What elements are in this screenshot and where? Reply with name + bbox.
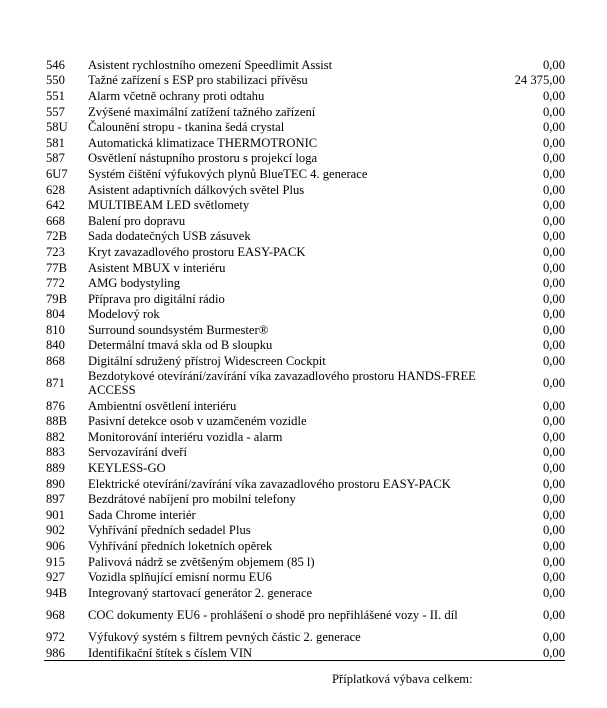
option-price: 0,00 bbox=[542, 120, 565, 135]
option-code: 772 bbox=[46, 276, 65, 291]
option-price: 0,00 bbox=[542, 182, 565, 197]
option-description: Balení pro dopravu bbox=[88, 213, 186, 228]
equipment-table bbox=[44, 57, 565, 661]
table-row bbox=[44, 57, 565, 73]
option-description: Palivová nádrž se zvětšeným objemem (85 l) bbox=[88, 554, 315, 569]
option-description: Bezdotykové otevírání/zavírání víka zavazadlového prostoru HANDS-FREE ACCESS bbox=[88, 369, 476, 398]
option-description: Integrovaný startovací generátor 2. generace bbox=[88, 585, 313, 600]
option-price: 0,00 bbox=[542, 213, 565, 228]
option-description: Sada Chrome interiér bbox=[88, 507, 196, 522]
table-row bbox=[44, 73, 565, 89]
table-row bbox=[44, 429, 565, 445]
total-label: Příplatková výbava celkem: bbox=[332, 672, 473, 686]
option-price: 0,00 bbox=[542, 492, 565, 507]
option-description: Modelový rok bbox=[88, 307, 160, 322]
equipment-table-body bbox=[44, 57, 565, 661]
option-code: 876 bbox=[46, 398, 65, 413]
option-price: 0,00 bbox=[542, 291, 565, 306]
option-description: Surround soundsystém Burmester® bbox=[88, 322, 269, 337]
option-code: 668 bbox=[46, 213, 65, 228]
option-description: Příprava pro digitální rádio bbox=[88, 291, 225, 306]
option-code: 557 bbox=[46, 104, 65, 119]
table-row bbox=[44, 538, 565, 554]
option-description: Vozidla splňující emisní normu EU6 bbox=[88, 570, 272, 585]
option-price: 0,00 bbox=[542, 198, 565, 213]
table-row bbox=[44, 151, 565, 167]
option-price: 0,00 bbox=[542, 476, 565, 491]
table-row bbox=[44, 630, 565, 646]
option-code: 890 bbox=[46, 476, 65, 491]
option-description: Čalounění stropu - tkanina šedá crystal bbox=[88, 120, 285, 135]
option-code: 642 bbox=[46, 198, 65, 213]
table-row bbox=[44, 445, 565, 461]
option-description: Osvětlení nástupního prostoru s projekcí loga bbox=[88, 151, 318, 166]
option-price: 0,00 bbox=[488, 645, 565, 661]
option-code: 871 bbox=[46, 376, 65, 391]
option-description: Identifikační štítek s číslem VIN bbox=[88, 645, 488, 661]
option-price: 0,00 bbox=[542, 229, 565, 244]
option-code: 94B bbox=[46, 585, 67, 600]
option-code: 77B bbox=[46, 260, 67, 275]
option-description: Determální tmavá skla od B sloupku bbox=[88, 338, 273, 353]
option-description: Elektrické otevírání/zavírání víka zavazadlového prostoru EASY-PACK bbox=[88, 476, 451, 491]
option-code: 587 bbox=[46, 151, 65, 166]
option-price: 0,00 bbox=[542, 429, 565, 444]
option-code: 79B bbox=[46, 291, 67, 306]
option-code: 628 bbox=[46, 182, 65, 197]
option-description: Ambientní osvětlení interiéru bbox=[88, 398, 237, 413]
option-code: 986 bbox=[44, 645, 88, 661]
table-row bbox=[44, 275, 565, 291]
option-code: 883 bbox=[46, 445, 65, 460]
option-price: 0,00 bbox=[542, 260, 565, 275]
option-description: Sada dodatečných USB zásuvek bbox=[88, 229, 251, 244]
option-code: 72B bbox=[46, 229, 67, 244]
option-description: Monitorování interiéru vozidla - alarm bbox=[88, 429, 283, 444]
option-price: 0,00 bbox=[542, 104, 565, 119]
option-description: COC dokumenty EU6 - prohlášení o shodě pro nepřihlášené vozy - II. díl bbox=[88, 608, 458, 623]
option-description: MULTIBEAM LED světlomety bbox=[88, 198, 250, 213]
option-code: 968 bbox=[46, 608, 65, 623]
table-row bbox=[44, 645, 565, 661]
option-description: Bezdrátové nabíjení pro mobilní telefony bbox=[88, 492, 296, 507]
table-row bbox=[44, 523, 565, 539]
option-price: 0,00 bbox=[542, 376, 565, 391]
option-price: 0,00 bbox=[542, 398, 565, 413]
option-code: 804 bbox=[46, 307, 65, 322]
table-row bbox=[44, 507, 565, 523]
option-code: 581 bbox=[46, 135, 65, 150]
option-price: 0,00 bbox=[542, 445, 565, 460]
option-price: 0,00 bbox=[542, 151, 565, 166]
option-code: 897 bbox=[46, 492, 65, 507]
option-price: 0,00 bbox=[542, 507, 565, 522]
option-description: Pasivní detekce osob v uzamčeném vozidle bbox=[88, 414, 307, 429]
option-price: 0,00 bbox=[542, 630, 565, 645]
option-price: 0,00 bbox=[542, 585, 565, 600]
option-price: 0,00 bbox=[542, 461, 565, 476]
option-code: 58U bbox=[46, 120, 68, 135]
option-description: AMG bodystyling bbox=[88, 276, 181, 291]
option-price: 0,00 bbox=[542, 135, 565, 150]
option-description: Zvýšené maximální zatížení tažného zařízení bbox=[88, 104, 316, 119]
option-description: Digitální sdružený přístroj Widescreen Cockpit bbox=[88, 354, 326, 369]
table-row bbox=[44, 601, 565, 630]
option-code: 6U7 bbox=[46, 166, 68, 181]
option-code: 88B bbox=[46, 414, 67, 429]
option-code: 889 bbox=[46, 461, 65, 476]
option-code: 546 bbox=[46, 57, 65, 72]
option-description: Systém čištění výfukových plynů BlueTEC 4. generace bbox=[88, 166, 368, 181]
option-code: 551 bbox=[46, 88, 65, 103]
table-row bbox=[44, 353, 565, 369]
option-description: Asistent rychlostního omezení Speedlimit Assist bbox=[88, 57, 333, 72]
option-price: 0,00 bbox=[542, 539, 565, 554]
option-price: 0,00 bbox=[542, 414, 565, 429]
option-description: KEYLESS-GO bbox=[88, 461, 166, 476]
table-row bbox=[44, 260, 565, 276]
option-price: 0,00 bbox=[542, 166, 565, 181]
option-code: 882 bbox=[46, 429, 65, 444]
table-row bbox=[44, 213, 565, 229]
option-price: 0,00 bbox=[542, 244, 565, 259]
table-row bbox=[44, 413, 565, 429]
table-row bbox=[44, 229, 565, 245]
table-row bbox=[44, 554, 565, 570]
table-row bbox=[44, 322, 565, 338]
table-row bbox=[44, 369, 565, 398]
option-description: Tažné zařízení s ESP pro stabilizaci přívěsu bbox=[88, 73, 308, 88]
option-price: 0,00 bbox=[542, 608, 565, 623]
option-price: 0,00 bbox=[542, 354, 565, 369]
table-row bbox=[44, 569, 565, 585]
option-price: 0,00 bbox=[542, 338, 565, 353]
option-code: 901 bbox=[46, 507, 65, 522]
option-price: 0,00 bbox=[542, 570, 565, 585]
option-description: Automatická klimatizace THERMOTRONIC bbox=[88, 135, 318, 150]
option-description: Servozavírání dveří bbox=[88, 445, 187, 460]
table-row bbox=[44, 119, 565, 135]
option-code: 840 bbox=[46, 338, 65, 353]
option-price: 0,00 bbox=[542, 523, 565, 538]
table-row bbox=[44, 338, 565, 354]
table-row bbox=[44, 291, 565, 307]
table-row bbox=[44, 307, 565, 323]
option-price: 24 375,00 bbox=[514, 73, 565, 88]
option-description: Vyhřívání předních sedadel Plus bbox=[88, 523, 251, 538]
table-row bbox=[44, 398, 565, 414]
option-description: Kryt zavazadlového prostoru EASY-PACK bbox=[88, 244, 306, 259]
table-row bbox=[44, 460, 565, 476]
option-code: 902 bbox=[46, 523, 65, 538]
option-price: 0,00 bbox=[542, 276, 565, 291]
table-row bbox=[44, 135, 565, 151]
option-price: 0,00 bbox=[542, 57, 565, 72]
option-description: Vyhřívání předních loketních opěrek bbox=[88, 539, 273, 554]
option-code: 868 bbox=[46, 354, 65, 369]
table-row bbox=[44, 88, 565, 104]
option-price: 0,00 bbox=[542, 88, 565, 103]
option-description: Asistent MBUX v interiéru bbox=[88, 260, 226, 275]
table-row bbox=[44, 166, 565, 182]
option-code: 723 bbox=[46, 244, 65, 259]
table-row bbox=[44, 104, 565, 120]
option-description: Asistent adaptivních dálkových světel Plus bbox=[88, 182, 305, 197]
table-row bbox=[44, 491, 565, 507]
option-code: 810 bbox=[46, 322, 65, 337]
option-code: 906 bbox=[46, 539, 65, 554]
table-row bbox=[44, 197, 565, 213]
option-description: Alarm včetně ochrany proti odtahu bbox=[88, 88, 265, 103]
table-row bbox=[44, 244, 565, 260]
option-code: 550 bbox=[46, 73, 65, 88]
option-code: 972 bbox=[46, 630, 65, 645]
option-price: 0,00 bbox=[542, 322, 565, 337]
table-row bbox=[44, 182, 565, 198]
option-code: 927 bbox=[46, 570, 65, 585]
option-price: 0,00 bbox=[542, 554, 565, 569]
option-description: Výfukový systém s filtrem pevných částic 2. generace bbox=[88, 630, 361, 645]
option-price: 0,00 bbox=[542, 307, 565, 322]
table-row bbox=[44, 585, 565, 601]
option-code: 915 bbox=[46, 554, 65, 569]
table-row bbox=[44, 476, 565, 492]
